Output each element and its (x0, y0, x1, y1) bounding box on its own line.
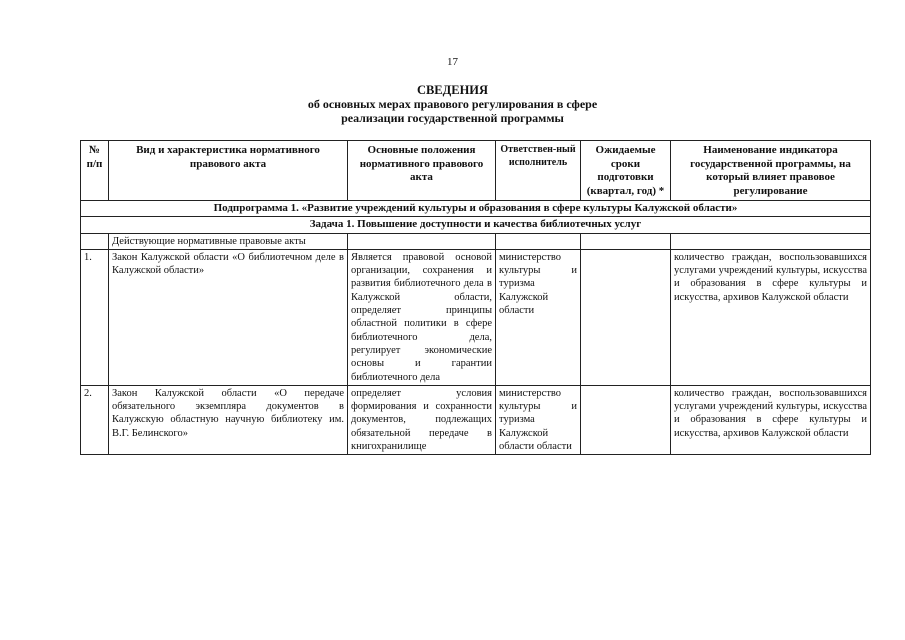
header-executor: Ответствен-ный исполнитель (496, 141, 581, 201)
title-line-2: реализации государственной программы (341, 111, 564, 125)
row-act: Закон Калужской области «О передаче обязательного экземпляра документов в Калужскую областную научную библиотеку им. В.Г. Белинского» (109, 385, 348, 454)
row-executor: министерство культуры и туризма Калужской области (496, 249, 581, 385)
group-empty-cell (581, 233, 671, 249)
group-row (81, 233, 871, 249)
task-row (81, 217, 871, 233)
row-provisions: Является правовой основой организации, сохранения и развития библиотечного дела в Калужской области, определяет принципы областной политики в сфере библиотечного дела, регулирует экономические основы и гарантии библиотечного дела (348, 249, 496, 385)
row-indicator: количество граждан, воспользовавшихся услугами учреждений культуры, искусства и образования в сфере культуры и искусства, архивов Калужской области (671, 249, 871, 385)
row-timing (581, 249, 671, 385)
group-empty-cell (81, 233, 109, 249)
group-empty-cell (348, 233, 496, 249)
row-executor: министерство культуры и туризма Калужской области области (496, 385, 581, 454)
task-title: Задача 1. Повышение доступности и качества библиотечных услуг (81, 217, 871, 233)
group-empty-cell (671, 233, 871, 249)
subprogram-row (81, 201, 871, 217)
row-timing (581, 385, 671, 454)
group-empty-cell (496, 233, 581, 249)
header-num: № п/п (81, 141, 109, 201)
table-header-row (81, 141, 871, 201)
header-provisions: Основные положения нормативного правового акта (348, 141, 496, 201)
title-line-1: об основных мерах правового регулирования в сфере (307, 97, 598, 111)
title-main: СВЕДЕНИЯ (416, 83, 489, 97)
group-label: Действующие нормативные правовые акты (109, 233, 348, 249)
subprogram-title: Подпрограмма 1. «Развитие учреждений культуры и образования в сфере культуры Калужской области» (81, 201, 871, 217)
page-number: 17 (447, 56, 458, 68)
table-row (81, 385, 871, 454)
row-act: Закон Калужской области «О библиотечном деле в Калужской области» (109, 249, 348, 385)
row-number: 1. (81, 249, 109, 385)
header-act: Вид и характеристика нормативного правового акта (109, 141, 348, 201)
row-provisions: определяет условия формирования и сохранности документов, подлежащих обязательной передаче в книгохранилище (348, 385, 496, 454)
header-timing: Ожидаемые сроки подготовки (квартал, год) * (581, 141, 671, 201)
row-number: 2. (81, 385, 109, 454)
measures-table (80, 140, 871, 455)
table-row (81, 249, 871, 385)
header-indicator: Наименование индикатора государственной программы, на который влияет правовое регулирование (671, 141, 871, 201)
document-title (0, 83, 905, 125)
row-indicator: количество граждан, воспользовавшихся услугами учреждений культуры, искусства и образования в сфере культуры и искусства, архивов Калужской области (671, 385, 871, 454)
